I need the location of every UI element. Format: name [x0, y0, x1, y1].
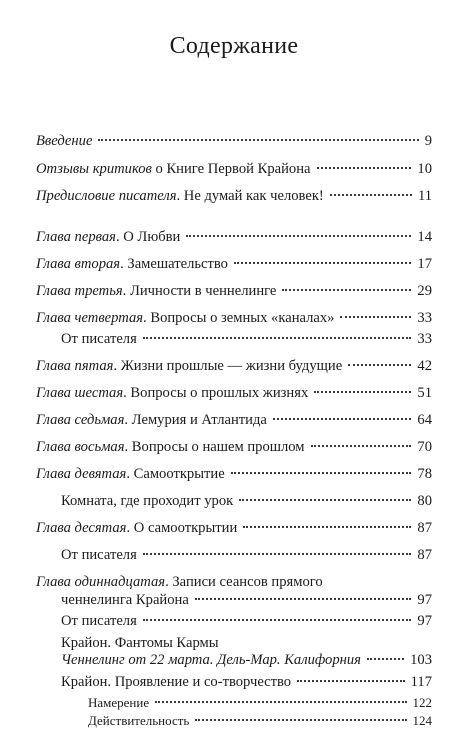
toc-entry-text: о Книге Первой Крайона — [151, 161, 311, 177]
toc-row — [36, 572, 432, 592]
toc-page-number: 33 — [417, 310, 432, 326]
toc-row — [36, 227, 432, 247]
dot-leader — [186, 235, 411, 237]
toc-page-number: 11 — [417, 188, 432, 204]
toc-page-number: 87 — [417, 520, 432, 536]
toc-entry-label — [61, 545, 137, 565]
toc-entry — [0, 672, 468, 692]
toc-row — [61, 329, 432, 349]
toc-entry-label — [36, 464, 225, 484]
toc-entry-label — [36, 186, 324, 206]
toc-entry-text: . Личности в ченнелинге — [122, 283, 277, 299]
toc-entry-text: Крайон. Фантомы Кармы — [61, 635, 219, 651]
toc-entry — [0, 227, 468, 247]
toc-entry-text: . Вопросы о нашем прошлом — [124, 439, 305, 455]
toc-row — [36, 356, 432, 376]
toc-row — [36, 437, 432, 457]
toc-entry-italic: Глава десятая — [36, 520, 127, 536]
dot-leader — [348, 364, 411, 366]
dot-leader — [239, 499, 411, 501]
toc-page-number: 17 — [417, 256, 432, 272]
toc-row — [61, 491, 432, 511]
toc-row — [36, 131, 432, 151]
toc-entry-italic: Глава девятая — [36, 466, 127, 482]
toc-entry-italic: Глава восьмая — [36, 439, 125, 455]
toc-entry-text: От писателя — [61, 331, 137, 347]
dot-leader — [195, 598, 412, 600]
toc-page-number: 42 — [417, 358, 432, 374]
toc-page-number: 122 — [412, 695, 432, 710]
toc-entry — [0, 437, 468, 457]
dot-leader — [155, 701, 406, 703]
toc-row — [61, 545, 432, 565]
toc-row — [61, 590, 432, 610]
dot-leader — [282, 289, 411, 291]
toc-row — [36, 308, 432, 328]
toc-entry-text: От писателя — [61, 613, 137, 629]
toc-entry-text: . Самооткрытие — [126, 466, 225, 482]
toc-entry-label — [36, 254, 228, 274]
toc-entry-label — [36, 227, 180, 247]
dot-leader — [195, 719, 406, 721]
toc-entry — [0, 611, 468, 631]
dot-leader — [330, 194, 412, 196]
toc-row — [36, 254, 432, 274]
toc-entry-text: Намерение — [88, 695, 150, 710]
toc-entry — [0, 131, 468, 151]
toc-page-number: 97 — [417, 592, 432, 608]
toc-entry-italic: Введение — [36, 133, 93, 149]
toc-entry — [0, 329, 468, 349]
toc-entry-text: Действительность — [88, 713, 190, 728]
toc-row — [61, 672, 432, 692]
toc-entry-label — [61, 329, 137, 349]
toc-entry-italic: Глава седьмая — [36, 412, 125, 428]
dot-leader — [340, 316, 411, 318]
toc-entry-text: . О Любви — [115, 229, 181, 245]
toc-page-number: 29 — [417, 283, 432, 299]
toc-entry — [0, 281, 468, 301]
toc-page-number: 117 — [410, 674, 432, 690]
toc-entry-label — [61, 491, 233, 511]
toc-entry-italic: Глава четвертая — [36, 310, 144, 326]
toc-row — [61, 650, 432, 670]
dot-leader — [243, 526, 411, 528]
toc-row — [88, 711, 432, 731]
dot-leader — [314, 391, 411, 393]
dot-leader — [231, 472, 412, 474]
dot-leader — [297, 680, 405, 682]
toc-entry-label — [61, 590, 189, 610]
toc-entry-italic: Глава третья — [36, 283, 123, 299]
toc-entry — [0, 693, 468, 713]
dot-leader — [234, 262, 411, 264]
toc-entry-label — [36, 437, 305, 457]
toc-entry-label — [36, 131, 92, 151]
toc-row — [36, 159, 432, 179]
toc-entry-text: . О самооткрытии — [126, 520, 238, 536]
dot-leader — [143, 553, 412, 555]
toc-entry-italic: Глава вторая — [36, 256, 121, 272]
toc-entry — [0, 308, 468, 328]
dot-leader — [143, 337, 412, 339]
toc-entry-text: . Замешательство — [120, 256, 228, 272]
toc-entry-italic: Ченнелинг от 22 марта. Дель-Мар. Калифорния — [61, 652, 361, 668]
toc-entry-label — [36, 572, 323, 592]
toc-entry — [0, 356, 468, 376]
toc-page-number: 124 — [412, 713, 432, 728]
toc-page-number: 14 — [417, 229, 432, 245]
toc-entry-label — [36, 383, 308, 403]
dot-leader — [143, 619, 412, 621]
toc-entry — [0, 491, 468, 511]
toc-entry — [0, 410, 468, 430]
toc-entry-label — [36, 356, 342, 376]
toc-entry-text: . Вопросы о прошлых жизнях — [123, 385, 309, 401]
dot-leader — [367, 658, 404, 660]
dot-leader — [98, 139, 418, 141]
toc-page-number: 78 — [417, 466, 432, 482]
toc-page-number: 80 — [417, 493, 432, 509]
toc-entry-text: . Лемурия и Атлантида — [124, 412, 267, 428]
dot-leader — [311, 445, 412, 447]
toc-entry-label — [61, 672, 291, 692]
toc-entry-italic: Предисловие писателя — [36, 188, 177, 204]
toc-row — [36, 464, 432, 484]
toc-page-number: 51 — [417, 385, 432, 401]
toc-entry — [0, 650, 468, 670]
toc-entry — [0, 383, 468, 403]
toc-entry-label — [88, 693, 149, 713]
toc-entry-label — [36, 410, 267, 430]
dot-leader — [273, 418, 412, 420]
toc-row — [36, 383, 432, 403]
toc-entry — [0, 518, 468, 538]
toc-row — [88, 693, 432, 713]
page-title: Содержание — [169, 33, 299, 59]
toc-row — [36, 281, 432, 301]
toc-page-number: 9 — [424, 133, 432, 149]
toc-entry-text: . Вопросы о земных «каналах» — [143, 310, 335, 326]
toc-page-number: 103 — [410, 652, 432, 668]
toc-page-number: 33 — [417, 331, 432, 347]
toc-page-number: 87 — [417, 547, 432, 563]
toc-entry-italic: Глава одиннадцатая — [36, 574, 166, 590]
toc-entry-label — [36, 281, 276, 301]
toc-entry-text: . Жизни прошлые — жизни будущие — [113, 358, 343, 374]
toc-row — [61, 611, 432, 631]
dot-leader — [317, 167, 412, 169]
toc-entry-label — [61, 611, 137, 631]
toc-entry-label — [36, 308, 334, 328]
toc-entry — [0, 159, 468, 179]
toc-page-number: 10 — [417, 161, 432, 177]
toc-entry — [0, 186, 468, 206]
toc-page-number: 70 — [417, 439, 432, 455]
toc-entry-text: От писателя — [61, 547, 137, 563]
toc-entry-italic: Отзывы критиков — [36, 161, 152, 177]
toc-entry-text: . Записи сеансов прямого — [165, 574, 323, 590]
toc-entry-label — [36, 518, 237, 538]
toc-entry-text: Комната, где проходит урок — [61, 493, 234, 509]
toc-entry — [0, 545, 468, 565]
toc-entry-text: ченнелинга Крайона — [61, 592, 189, 608]
toc-entry-label — [61, 650, 361, 670]
toc-entry-italic: Глава шестая — [36, 385, 124, 401]
toc-page-number: 64 — [417, 412, 432, 428]
toc-entry — [0, 254, 468, 274]
toc-entry — [0, 590, 468, 610]
toc-entry — [0, 464, 468, 484]
toc-entry — [0, 572, 468, 592]
toc-page-number: 97 — [417, 613, 432, 629]
toc-entry-italic: Глава первая — [36, 229, 116, 245]
toc-entry-text: . Не думай как человек! — [176, 188, 324, 204]
toc-entry-label — [36, 159, 311, 179]
toc-row — [36, 518, 432, 538]
toc-entry-text: Крайон. Проявление и со-творчество — [61, 674, 292, 690]
toc-entry-italic: Глава пятая — [36, 358, 114, 374]
toc-entry-label — [88, 711, 189, 731]
toc-entry — [0, 711, 468, 731]
toc-row — [36, 186, 432, 206]
toc-row — [36, 410, 432, 430]
